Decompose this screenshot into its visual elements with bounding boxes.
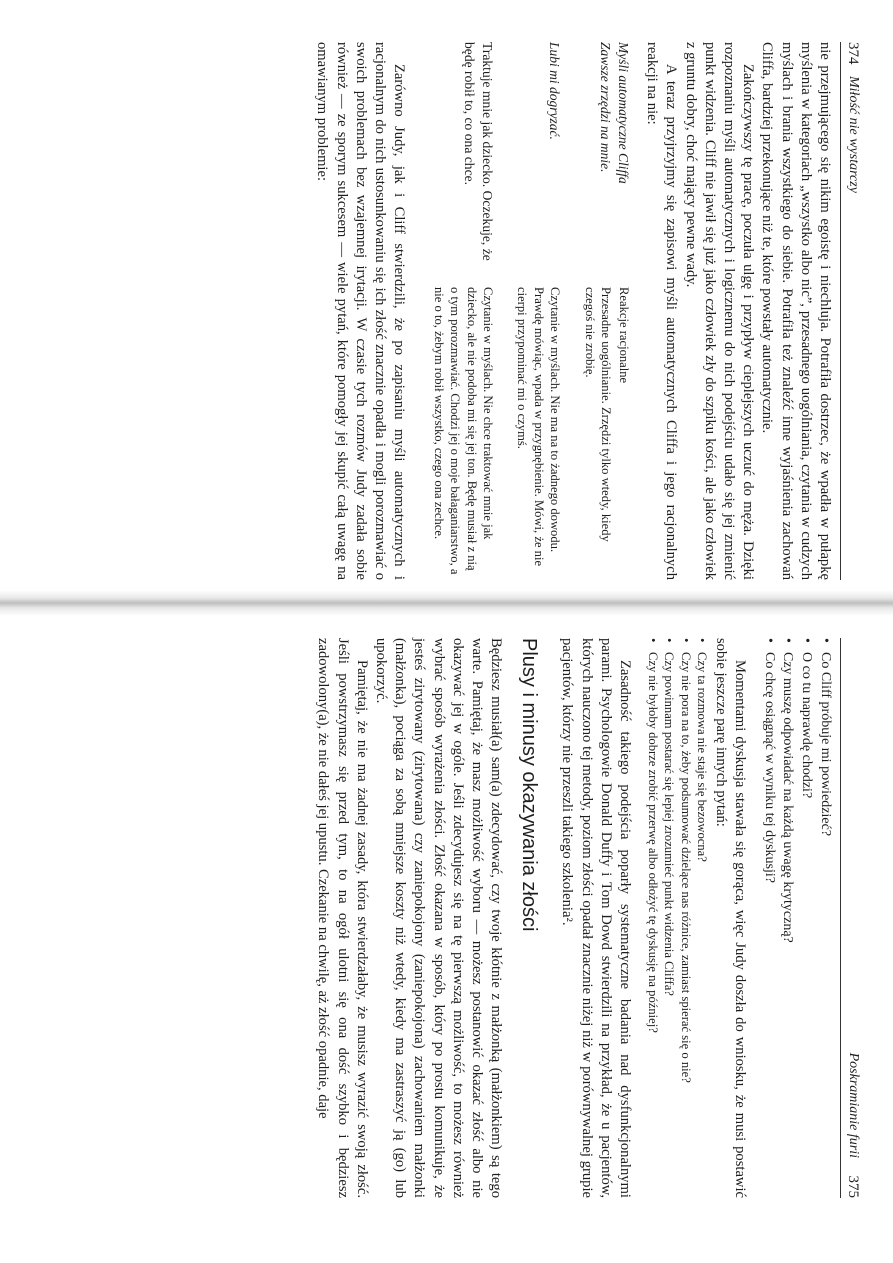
list-item: • Czy nie pora na to, żeby podsumować dzielące nas różnice, zamiast spierać się o nie? xyxy=(677,638,694,1198)
question-list-1 xyxy=(759,638,834,1198)
book-gutter-shadow xyxy=(0,590,893,616)
right-paragraph-4: Pamiętaj, że nie ma żadnej zasady, która stwierdzałaby, że musisz wyrazić swoją złość. Jeśli powstrzymasz się przed tym, to na ogół ulotni się ona dość szybko i będziesz zadowolony(a), że nie dałeś jej upustu. Czekanie na chwilę, aż złość opadnie, daje xyxy=(315,638,370,1198)
left-running-title: Miłość nie wystarczy xyxy=(846,76,861,193)
left-paragraph-2: Zakończywszy tę pracę, poczuła ulgę i przypływ cieplejszych uczuć do męża. Dzięki rozpoznaniu myśli automatycznych i logicznemu do nich podejściu udało się jej zmienić punkt widzenia. Cliff nie jawił się już jako człowiek zły do szpiku kości, ale jako człowiek z gruntu dobry, choć mający pewne wady. xyxy=(682,42,757,580)
left-paragraph-1: nie przejmującego się nikim egoistę i niechluja. Potrafiła dostrzec, że wpadła w pułapkę myślenia w kategoriach „wszystko albo nic”, przesadnego uogólniania, czytania w cudzych myślach i brania wszystkiego do siebie. Potrafiła też znaleźć inne wyjaśnienia zachowań Cliffa, bardziej przekonujące niż te, które powstały automatycznie. xyxy=(759,42,833,580)
right-paragraph-3: Będziesz musiał(a) sam(a) zdecydować, czy twoje kłótnie z małżonką (małżonkiem) są tego warte. Pamiętaj, że masz możliwość wyboru — możesz postanowić okazać złość albo nie okazywać jej w ogóle. Jeśli zdecydujesz się na tę pierwszą możliwość, to możesz również wybrać sposób wyrażenia złości. Złość okazana w sposób, który po prostu komunikuje, że jesteś zirytowany (zirytowana) czy zaniepokojony (zaniepokojona) zachowaniem małżonki (małżonka), pociąga za sobą mniejsze koszty niż wtedy, kiedy ma zastraszyć ją (go) lub upokorzyć. xyxy=(373,638,505,1198)
table-heading-automatic: Myśli automatyczne Cliffa xyxy=(615,42,631,184)
thoughts-table-header xyxy=(614,42,632,580)
section-heading: Plusy i minusy okazywania złości xyxy=(518,638,541,932)
table-row xyxy=(581,42,614,580)
right-page xyxy=(313,638,863,1198)
list-item: • Czy nie byłoby dobrze zrobić przerwę albo odłożyć tę dyskusję na później? xyxy=(644,638,661,1198)
rational-response: Czytanie w myślach. Nie ma na to żadnego dowodu. Prawdę mówiąc, wpada w przygnębienie. Mówi, że nie cierpi przypominać mi o czymś. xyxy=(515,287,563,567)
automatic-thought: Traktuje mnie jak dziecko. Oczekuje, że będę robił to, co ona chce. xyxy=(461,42,495,261)
question-list-2 xyxy=(644,638,710,1198)
left-page xyxy=(312,42,863,580)
right-paragraph-1: Momentami dyskusja stawała się gorąca, więc Judy doszła do wniosku, że musi postawić sobie jeszcze parę innych pytań: xyxy=(712,638,748,1198)
right-running-title: Poskramianie furii xyxy=(846,1052,861,1158)
left-paragraph-4: Zarówno Judy, jak i Cliff stwierdzili, że po zapisaniu myśli automatycznych i racjonalnym do nich ustosunkowaniu się ich złość znacznie opadła i mogli porozmawiać o swoich problemach bez wzajemnej irytacji. W czasie tych rozmów Judy zadała sobie również — ze sporym sukcesem — wiele pytań, które pomogły jej skupić całą uwagę na omawianym problemie: xyxy=(314,42,408,580)
rational-response: Czytanie w myślach. Nie chce traktować mnie jak dziecko, ale nie podoba mi się jej ton. Będę musiał z nią o tym porozmawiać. Chodzi jej o moje bałaganiarstwo, a nie o to, żebym robił wszystko, czego ona zechce. xyxy=(431,287,495,575)
list-item: • Co Cliff próbuje mi powiedzieć? xyxy=(815,638,834,1198)
right-page-number: 375 xyxy=(845,1175,861,1198)
automatic-thought: Lubi mi dogryzać. xyxy=(547,42,563,140)
list-item: • Czy ta rozmowa nie staje się bezowocna? xyxy=(694,638,711,1198)
list-item: • Czy muszę odpowiadać na każdą uwagę krytyczną? xyxy=(778,638,797,1198)
right-page-header xyxy=(840,638,863,1198)
automatic-thought: Zawsze zrzędzi na mnie. xyxy=(597,42,613,173)
thoughts-table xyxy=(430,42,632,580)
rational-response: Przesadne uogólnianie. Zrzędzi tylko wtedy, kiedy czegoś nie zrobię. xyxy=(582,287,613,542)
table-heading-rational: Reakcje racjonalne xyxy=(616,287,631,384)
left-page-header xyxy=(840,42,863,580)
right-paragraph-2: Zasadność takiego podejścia poparły systematyczne badania nad dysfunkcjonalnymi parami. Psychologowie Donald Duffy i Tom Dowd stwierdzili na przykład, że u pacjentów, których nauczono tej metody, poziom złości opadał znacznie niżej niż w porównywalnej grupie pacjentów, którzy nie przeszli takiego szkolenia². xyxy=(559,638,634,1198)
left-paragraph-3: A teraz przyjrzyjmy się zapisowi myśli automatycznych Cliffa i jego racjonalnych reakcji na nie: xyxy=(644,42,680,580)
list-item: • Czy powinnam postarać się lepiej zrozumieć punkt widzenia Cliffa? xyxy=(661,638,678,1198)
list-item: • Co chcę osiągnąć w wyniku tej dyskusji? xyxy=(759,638,778,1198)
left-page-number: 374 xyxy=(845,42,861,65)
table-row xyxy=(514,42,563,580)
list-item: • O co tu naprawdę chodzi? xyxy=(796,638,815,1198)
table-row xyxy=(430,42,496,580)
